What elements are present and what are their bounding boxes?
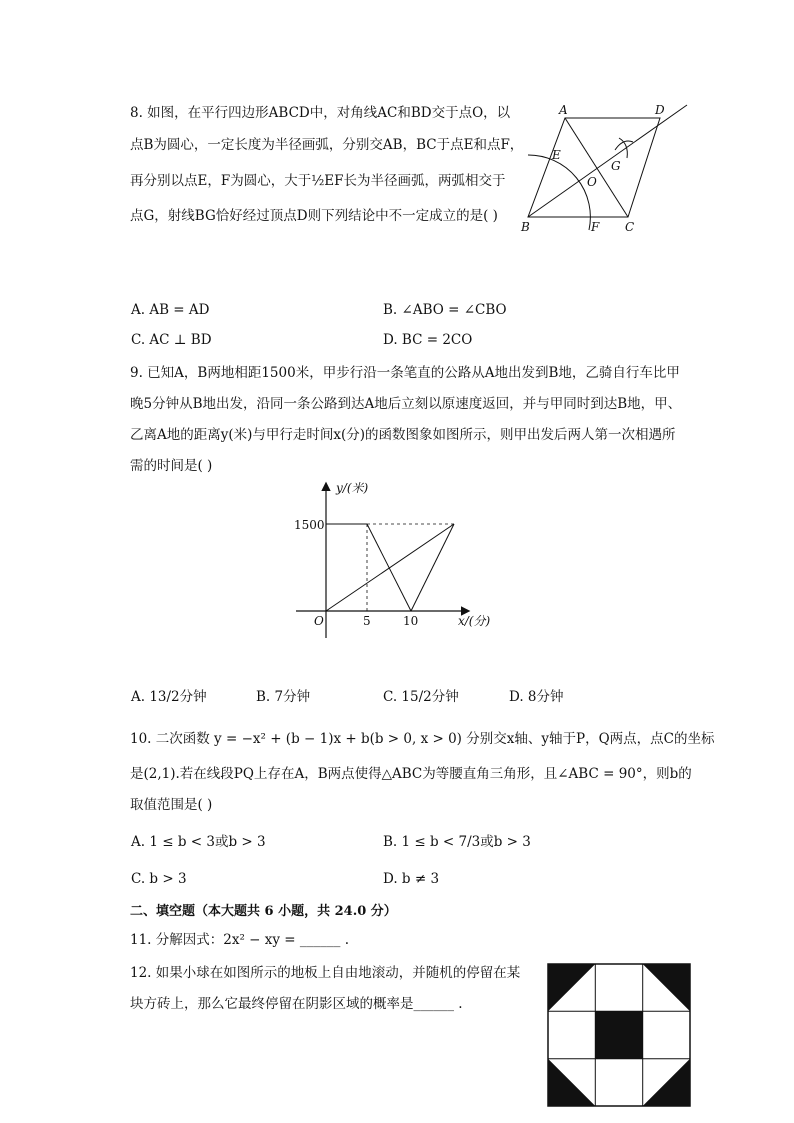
q10-line-3: 取值范围是( ) (130, 797, 213, 813)
label-f: F (591, 220, 600, 234)
q10-option-d: D. b ≠ 3 (383, 871, 440, 887)
y-axis-label: y/(米) (336, 481, 369, 495)
q9-line-4: 需的时间是( ) (130, 458, 213, 474)
q8-option-a: A. AB = AD (131, 302, 210, 318)
yi-segment-2 (411, 524, 454, 611)
label-b: B (521, 220, 530, 234)
section-heading-fill-in: 二、填空题（本大题共 6 小题，共 24.0 分） (130, 904, 397, 919)
q8-parallelogram-figure (515, 100, 695, 240)
q9-option-a: A. 13/2分钟 (131, 689, 207, 705)
q10-line-2: 是(2,1).若在线段PQ上存在A，B两点使得△ABC为等腰直角三角形，且∠ABC = 90°，则b的 (130, 766, 692, 782)
q10-option-a: A. 1 ≤ b < 3或b > 3 (131, 834, 266, 850)
q10-option-c: C. b > 3 (131, 871, 187, 887)
label-e: E (552, 148, 561, 162)
y-tick-1500: 1500 (294, 518, 325, 532)
origin-label: O (314, 614, 324, 628)
q9-line-1: 9. 已知A，B两地相距1500米，甲步行沿一条笔直的公路从A地出发到B地，乙骑自行车比甲 (130, 365, 680, 381)
x-axis-label: x/(分) (458, 614, 491, 628)
yi-segment-1 (367, 524, 411, 611)
q12-floor-tiles-figure (548, 964, 690, 1106)
x-tick-10: 10 (403, 614, 419, 628)
jia-line (326, 524, 454, 611)
q9-line-2: 晚5分钟从B地出发，沿同一条公路到达A地后立刻以原速度返回，并与甲同时到达B地，甲、 (130, 396, 682, 412)
q8-option-d: D. BC = 2CO (383, 332, 473, 348)
q8-option-b: B. ∠ABO = ∠CBO (383, 302, 507, 318)
q9-line-3: 乙离A地的距离y(米)与甲行走时间x(分)的函数图象如图所示，则甲出发后两人第一次相遇所 (130, 427, 676, 443)
q8-line-4: 点G，射线BG恰好经过顶点D则下列结论中不一定成立的是( ) (130, 208, 498, 224)
q8-line-1: 8. 如图，在平行四边形ABCD中，对角线AC和BD交于点O，以 (130, 105, 511, 121)
q8-line-2: 点B为圆心，一定长度为半径画弧，分别交AB，BC于点E和点F， (130, 137, 524, 153)
q9-option-d: D. 8分钟 (509, 689, 564, 705)
shaded-center-square (595, 1011, 642, 1058)
label-g: G (611, 159, 621, 173)
x-tick-5: 5 (363, 614, 371, 628)
q8-line-3: 再分别以点E，F为圆心，大于½EF长为半径画弧，两弧相交于 (130, 173, 506, 189)
q8-option-c: C. AC ⊥ BD (131, 332, 212, 348)
label-o: O (587, 175, 597, 189)
q9-option-b: B. 7分钟 (256, 689, 311, 705)
q12-line-2: 块方砖上，那么它最终停留在阴影区域的概率是______ . (130, 996, 463, 1012)
label-c: C (625, 220, 635, 234)
label-d: D (655, 103, 665, 117)
q11-line: 11. 分解因式：2x² − xy = ______ . (130, 932, 349, 948)
q9-option-c: C. 15/2分钟 (383, 689, 459, 705)
q9-distance-time-graph (290, 478, 505, 638)
parallelogram-abcd (528, 118, 660, 217)
q10-line-1: 10. 二次函数 y = −x² + (b − 1)x + b(b > 0, x > 0) 分别交x轴、y轴于P，Q两点，点C的坐标 (130, 731, 715, 747)
label-a: A (559, 103, 568, 117)
q10-option-b: B. 1 ≤ b < 7/3或b > 3 (383, 834, 531, 850)
q12-line-1: 12. 如果小球在如图所示的地板上自由地滚动，并随机的停留在某 (130, 965, 521, 981)
